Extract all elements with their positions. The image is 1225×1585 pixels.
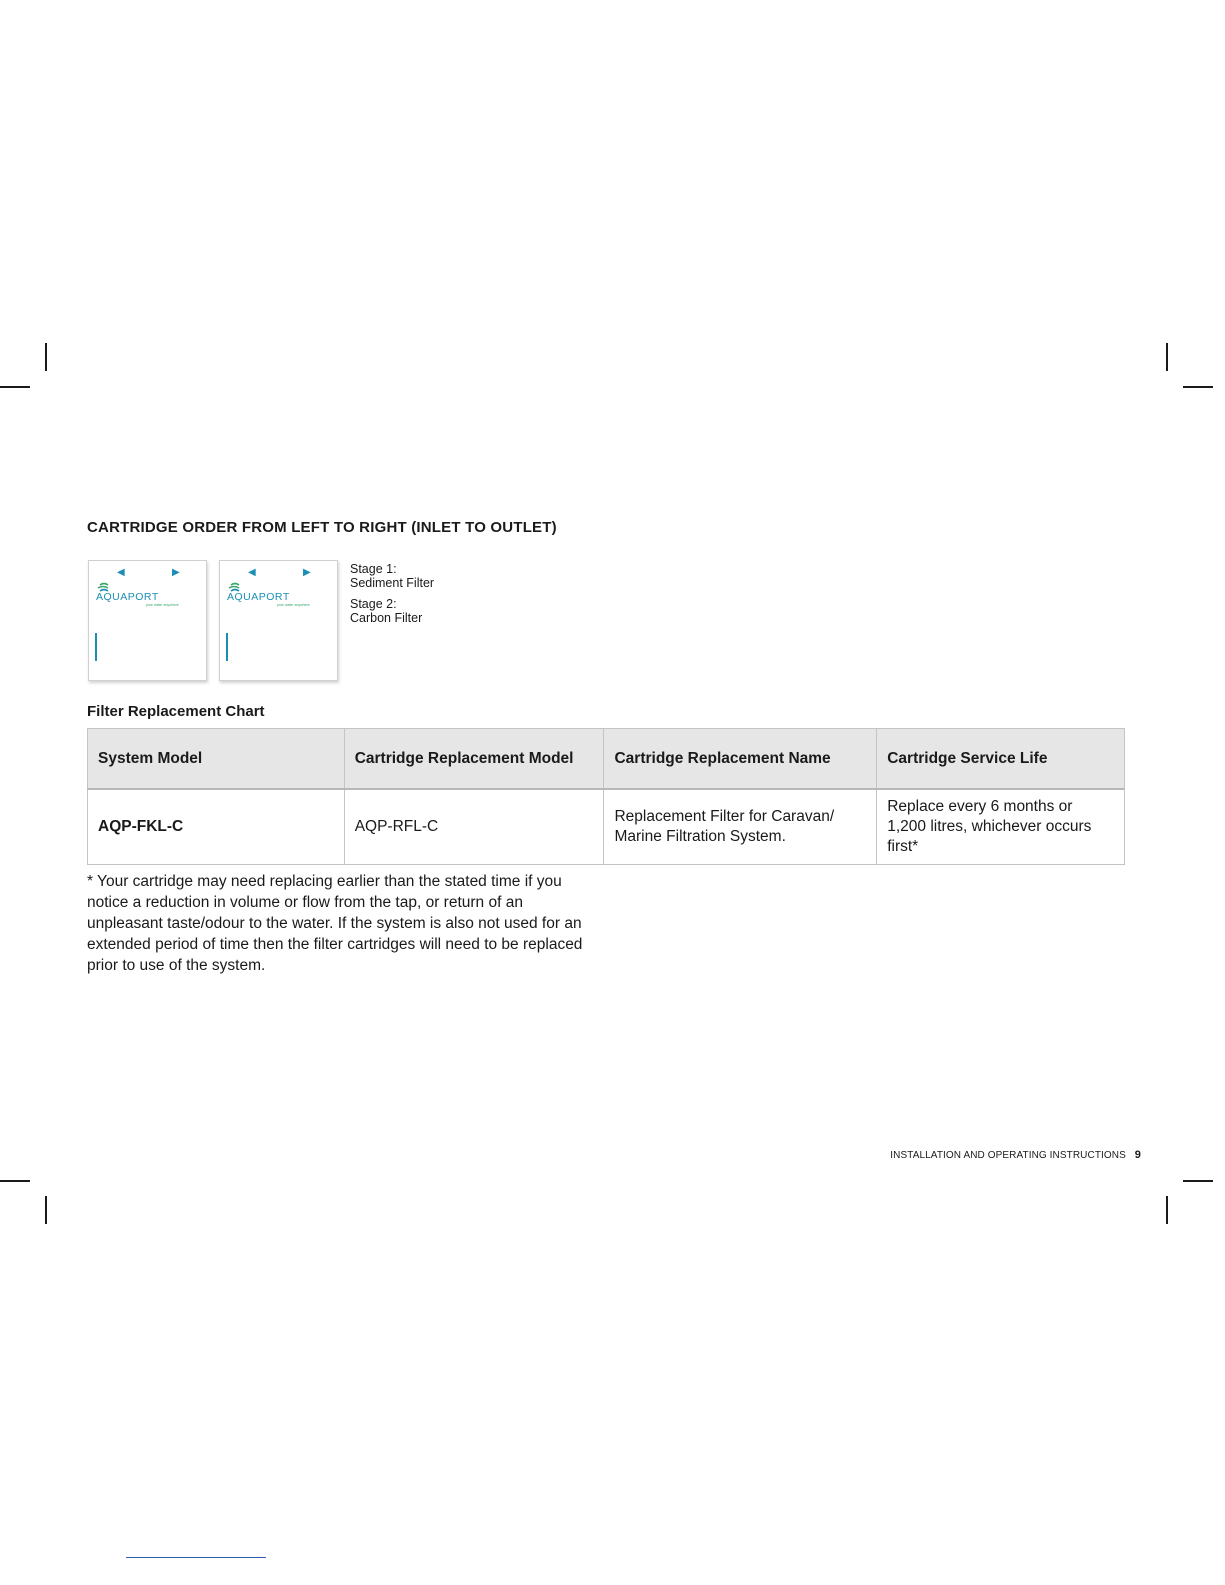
page-number: 9 bbox=[1134, 1149, 1141, 1161]
logo-tagline: pure water anywhere bbox=[146, 603, 179, 607]
crop-mark bbox=[1183, 386, 1213, 388]
stage-item bbox=[350, 562, 434, 590]
crop-mark bbox=[1166, 343, 1168, 371]
filter-replacement-table bbox=[87, 728, 1125, 865]
crop-mark bbox=[0, 1180, 30, 1182]
page-footer bbox=[890, 1149, 1141, 1161]
stage-name: Sediment Filter bbox=[350, 576, 435, 590]
stage-label: Stage 1: bbox=[350, 562, 397, 576]
stage-label: Stage 2: bbox=[350, 597, 397, 611]
table-row bbox=[88, 789, 1125, 865]
column-header: Cartridge Service Life bbox=[877, 729, 1125, 790]
water-level-marker bbox=[226, 633, 228, 661]
column-header: Cartridge Replacement Model bbox=[344, 729, 604, 790]
column-header: Cartridge Replacement Name bbox=[604, 729, 877, 790]
arrow-right-icon: ▶ bbox=[303, 567, 311, 578]
crop-mark bbox=[0, 386, 30, 388]
logo-brand: AQUAPORT bbox=[96, 591, 159, 603]
stage-item bbox=[350, 597, 434, 625]
crop-mark bbox=[45, 343, 47, 371]
aquaport-logo bbox=[94, 581, 184, 607]
stage-name: Carbon Filter bbox=[350, 611, 423, 625]
logo-tagline: pure water anywhere bbox=[277, 603, 310, 607]
crop-mark bbox=[1183, 1180, 1213, 1182]
chart-title: Filter Replacement Chart bbox=[87, 703, 265, 720]
footnote: * Your cartridge may need replacing earlier than the stated time if you notice a reduction in volume or flow from the tap, or return of an unpleasant taste/odour to the water. If the system is also not used for an extended period of time then the filter cartridges will need to be replaced prior to use of the system. bbox=[87, 873, 583, 974]
crop-mark bbox=[1166, 1196, 1168, 1224]
footer-text: INSTALLATION AND OPERATING INSTRUCTIONS bbox=[890, 1150, 1126, 1161]
logo-brand: AQUAPORT bbox=[227, 591, 290, 603]
system-model-cell: AQP-FKL-C bbox=[88, 789, 345, 865]
water-level-marker bbox=[95, 633, 97, 661]
table-header-row bbox=[88, 729, 1125, 790]
crop-mark bbox=[45, 1196, 47, 1224]
column-header: System Model bbox=[88, 729, 345, 790]
arrow-left-icon: ◀ bbox=[117, 567, 125, 578]
replacement-model-cell: AQP-RFL-C bbox=[344, 789, 604, 865]
section-title: CARTRIDGE ORDER FROM LEFT TO RIGHT (INLET TO OUTLET) bbox=[87, 519, 557, 536]
cartridge-stage-2-image bbox=[219, 560, 338, 681]
divider bbox=[126, 1557, 266, 1558]
arrow-right-icon: ▶ bbox=[172, 567, 180, 578]
cartridge-stage-1-image bbox=[88, 560, 207, 681]
stage-list bbox=[350, 562, 434, 632]
arrow-left-icon: ◀ bbox=[248, 567, 256, 578]
aquaport-logo bbox=[225, 581, 315, 607]
replacement-name-cell: Replacement Filter for Caravan/ Marine Filtration System. bbox=[604, 789, 877, 865]
service-life-cell: Replace every 6 months or 1,200 litres, whichever occurs first* bbox=[877, 789, 1125, 865]
